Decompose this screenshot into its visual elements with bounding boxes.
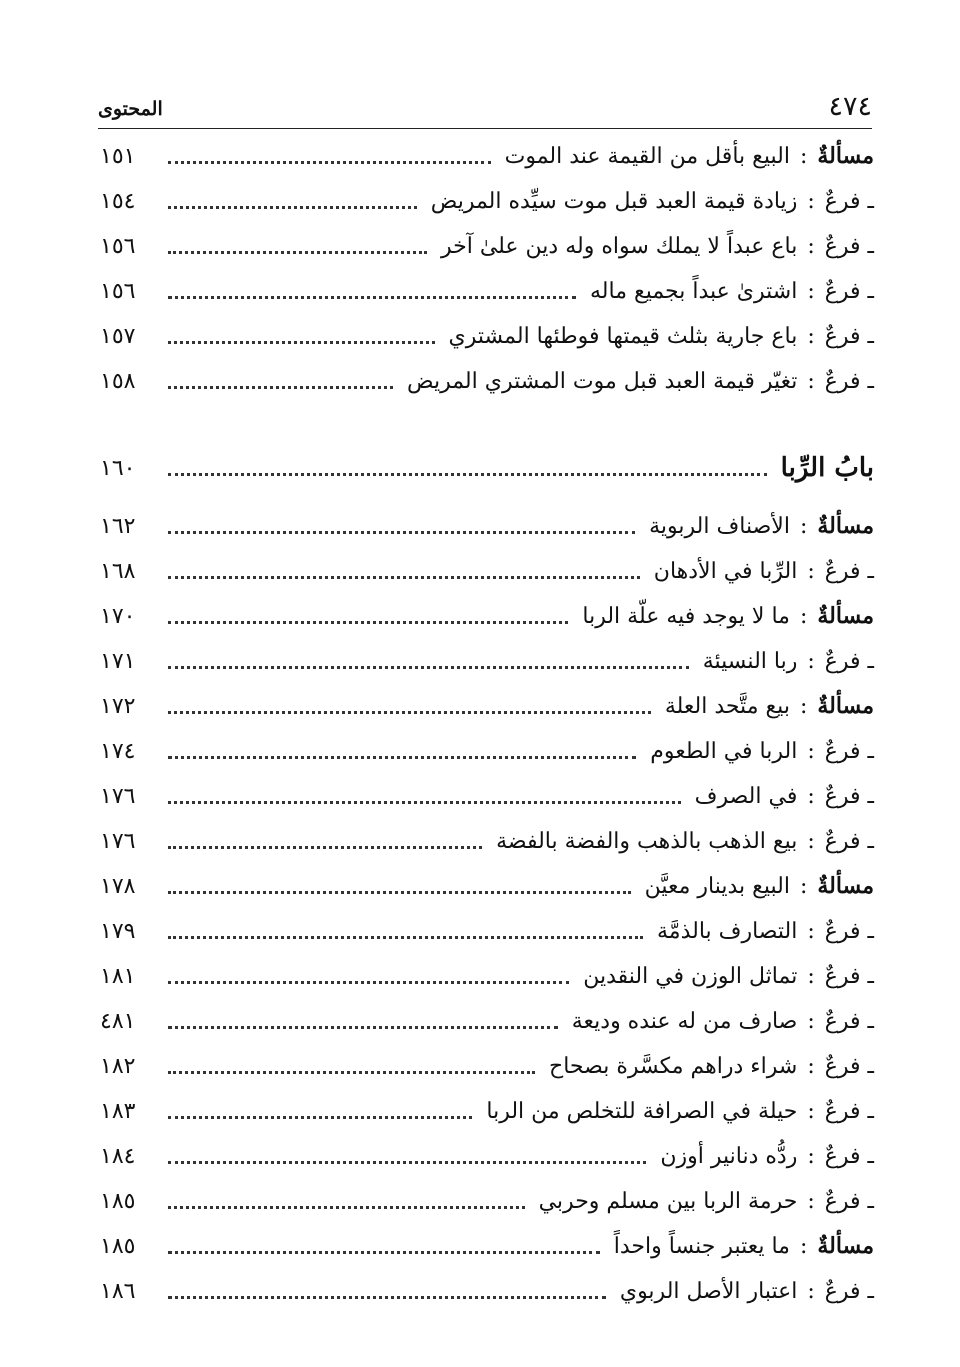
entry-page-number: ١٥٨	[100, 368, 136, 394]
separator: :	[807, 368, 815, 394]
entry-title: زيادة قيمة العبد قبل موت سيِّده المريض	[430, 188, 798, 214]
dot-leader	[168, 1026, 558, 1029]
entry-page-number: ١٧٤	[100, 738, 136, 764]
entry-page-number: ١٧١	[100, 648, 136, 674]
issue-label: مسألةٌ	[817, 513, 874, 539]
separator: :	[807, 783, 815, 809]
branch-label: ـ فرعٌ	[824, 233, 874, 259]
entry-page-number: ١٥١	[100, 143, 136, 169]
branch-label: ـ فرعٌ	[824, 1053, 874, 1079]
branch-label: ـ فرعٌ	[824, 648, 874, 674]
entry-page-number: ١٨٥	[100, 1188, 136, 1214]
entry-page-number: ١٥٤	[100, 188, 136, 214]
dot-leader	[168, 936, 643, 939]
entry-title: في الصرف	[694, 783, 798, 809]
dot-leader	[168, 891, 631, 894]
entry-title: ربا النسيئة	[702, 648, 798, 674]
entry-title: الأصناف الربوية	[649, 513, 790, 539]
dot-leader	[168, 531, 635, 534]
separator: :	[807, 648, 815, 674]
entry-page-number: ١٨٥	[100, 1233, 136, 1259]
issue-label: مسألةٌ	[817, 603, 874, 629]
dot-leader	[168, 846, 482, 849]
separator: :	[807, 1098, 815, 1124]
branch-label: ـ فرعٌ	[824, 1098, 874, 1124]
entry-page-number: ١٥٦	[100, 278, 136, 304]
issue-label: مسألةٌ	[817, 1233, 874, 1259]
separator: :	[807, 1278, 815, 1304]
toc-entry	[100, 361, 874, 401]
toc-entry	[100, 1136, 874, 1176]
dot-leader	[168, 161, 491, 164]
toc-entry	[100, 866, 874, 906]
toc-entry	[100, 1181, 874, 1221]
entry-page-number: ١٥٧	[100, 323, 136, 349]
separator: :	[807, 188, 815, 214]
toc-entry	[100, 181, 874, 221]
entry-title: ما يعتبر جنساً واحداً	[613, 1233, 790, 1259]
dot-leader	[168, 386, 393, 389]
toc-entry	[100, 136, 874, 176]
toc-entry	[100, 686, 874, 726]
separator: :	[807, 323, 815, 349]
dot-leader	[168, 756, 636, 759]
separator: :	[799, 603, 808, 629]
entry-page-number: ١٨٤	[100, 1143, 136, 1169]
entry-title: ما لا يوجد فيه علّة الربا	[582, 603, 790, 629]
entry-page-number: ١٧٠	[100, 603, 136, 629]
toc-entry	[100, 821, 874, 861]
toc-entry	[100, 911, 874, 951]
branch-label: ـ فرعٌ	[824, 1143, 874, 1169]
branch-label: ـ فرعٌ	[824, 783, 874, 809]
toc-entry	[100, 731, 874, 771]
entry-page-number: ١٧٦	[100, 828, 136, 854]
issue-label: مسألةٌ	[817, 873, 874, 899]
entry-page-number: ٤٨١	[100, 1008, 136, 1034]
separator: :	[807, 963, 815, 989]
entry-title: تماثل الوزن في النقدين	[583, 963, 798, 989]
entry-title: البيع بدينار معيَّن	[644, 873, 790, 899]
dot-leader	[168, 981, 569, 984]
dot-leader	[168, 1116, 472, 1119]
entry-title: صارف من له عنده وديعة	[571, 1008, 798, 1034]
separator: :	[807, 558, 815, 584]
separator: :	[807, 1143, 815, 1169]
separator: :	[799, 873, 808, 899]
toc-entry	[100, 641, 874, 681]
dot-leader	[168, 251, 427, 254]
separator: :	[807, 828, 815, 854]
separator: :	[799, 513, 808, 539]
dot-leader	[168, 1251, 600, 1254]
issue-label: مسألةٌ	[817, 143, 874, 169]
branch-label: ـ فرعٌ	[824, 963, 874, 989]
entry-title: بابُ الرِّبا	[780, 453, 874, 483]
branch-label: ـ فرعٌ	[824, 368, 874, 394]
dot-leader	[168, 711, 651, 714]
toc-entry	[100, 776, 874, 816]
entry-title: شراء دراهم مكسَّرة بصحاح	[549, 1053, 798, 1079]
dot-leader	[168, 801, 681, 804]
issue-label: مسألةٌ	[817, 693, 874, 719]
branch-label: ـ فرعٌ	[824, 188, 874, 214]
entry-page-number: ١٨١	[100, 963, 136, 989]
dot-leader	[168, 206, 417, 209]
dot-leader	[168, 341, 435, 344]
separator: :	[807, 918, 815, 944]
toc-entry	[100, 226, 874, 266]
entry-title: اعتبار الأصل الربوي	[619, 1278, 798, 1304]
toc-entry	[100, 1226, 874, 1266]
entry-page-number: ١٦٨	[100, 558, 136, 584]
branch-label: ـ فرعٌ	[824, 738, 874, 764]
toc-entry	[100, 506, 874, 546]
toc-entry	[100, 551, 874, 591]
entry-title: اشترىٰ عبداً بجميع ماله	[590, 278, 798, 304]
entry-page-number: ١٥٦	[100, 233, 136, 259]
separator: :	[807, 1053, 815, 1079]
entry-page-number: ١٧٢	[100, 693, 136, 719]
dot-leader	[168, 1296, 606, 1299]
entry-page-number: ١٧٦	[100, 783, 136, 809]
separator: :	[807, 233, 815, 259]
toc-entry	[100, 1271, 874, 1311]
toc-entry	[100, 271, 874, 311]
entry-title: باع عبداً لا يملك سواه وله دين علىٰ آخر	[440, 233, 798, 259]
entry-page-number: ١٧٨	[100, 873, 136, 899]
separator: :	[807, 1008, 815, 1034]
entry-page-number: ١٨٣	[100, 1098, 136, 1124]
entry-page-number: ١٦٠	[100, 455, 136, 481]
entry-title: البيع بأقل من القيمة عند الموت	[504, 143, 790, 169]
entry-page-number: ١٦٢	[100, 513, 136, 539]
separator: :	[807, 278, 815, 304]
entry-title: حرمة الربا بين مسلم وحربي	[538, 1188, 798, 1214]
dot-leader	[168, 576, 640, 579]
branch-label: ـ فرعٌ	[824, 1008, 874, 1034]
entry-title: حيلة في الصرافة للتخلص من الربا	[486, 1098, 798, 1124]
entry-title: بيع الذهب بالذهب والفضة بالفضة	[496, 828, 798, 854]
entry-title: الربا في الطعوم	[650, 738, 798, 764]
page-header	[98, 84, 872, 129]
entry-page-number: ١٧٩	[100, 918, 136, 944]
dot-leader	[168, 296, 576, 299]
dot-leader	[168, 621, 568, 624]
entry-page-number: ١٨٢	[100, 1053, 136, 1079]
toc-entry	[100, 956, 874, 996]
branch-label: ـ فرعٌ	[824, 1188, 874, 1214]
entry-page-number: ١٨٦	[100, 1278, 136, 1304]
separator: :	[807, 1188, 815, 1214]
entry-title: تغيّر قيمة العبد قبل موت المشتري المريض	[407, 368, 798, 394]
toc-entry	[100, 1001, 874, 1041]
entry-title: باع جارية بثلث قيمتها فوطئها المشتري	[448, 323, 798, 349]
dot-leader	[168, 1071, 535, 1074]
page-number: ٤٧٤	[828, 91, 872, 122]
toc-entry	[100, 1091, 874, 1131]
dot-leader	[168, 666, 689, 669]
entry-title: الرِّبا في الأدهان	[653, 558, 798, 584]
branch-label: ـ فرعٌ	[824, 278, 874, 304]
toc-entry	[100, 1046, 874, 1086]
toc-entry	[100, 316, 874, 356]
dot-leader	[168, 1206, 525, 1209]
dot-leader	[168, 1161, 646, 1164]
running-title: المحتوى	[98, 98, 163, 120]
entry-title: ردُّه دنانير أوزن	[660, 1143, 798, 1169]
branch-label: ـ فرعٌ	[824, 918, 874, 944]
branch-label: ـ فرعٌ	[824, 558, 874, 584]
toc-entry	[100, 596, 874, 636]
separator: :	[799, 1233, 808, 1259]
branch-label: ـ فرعٌ	[824, 323, 874, 349]
entry-title: بيع متَّحد العلة	[664, 693, 790, 719]
separator: :	[799, 143, 808, 169]
entry-title: التصارف بالذمَّة	[657, 918, 798, 944]
dot-leader	[168, 473, 767, 476]
separator: :	[799, 693, 808, 719]
separator: :	[807, 738, 815, 764]
branch-label: ـ فرعٌ	[824, 1278, 874, 1304]
branch-label: ـ فرعٌ	[824, 828, 874, 854]
chapter-entry	[100, 448, 874, 488]
